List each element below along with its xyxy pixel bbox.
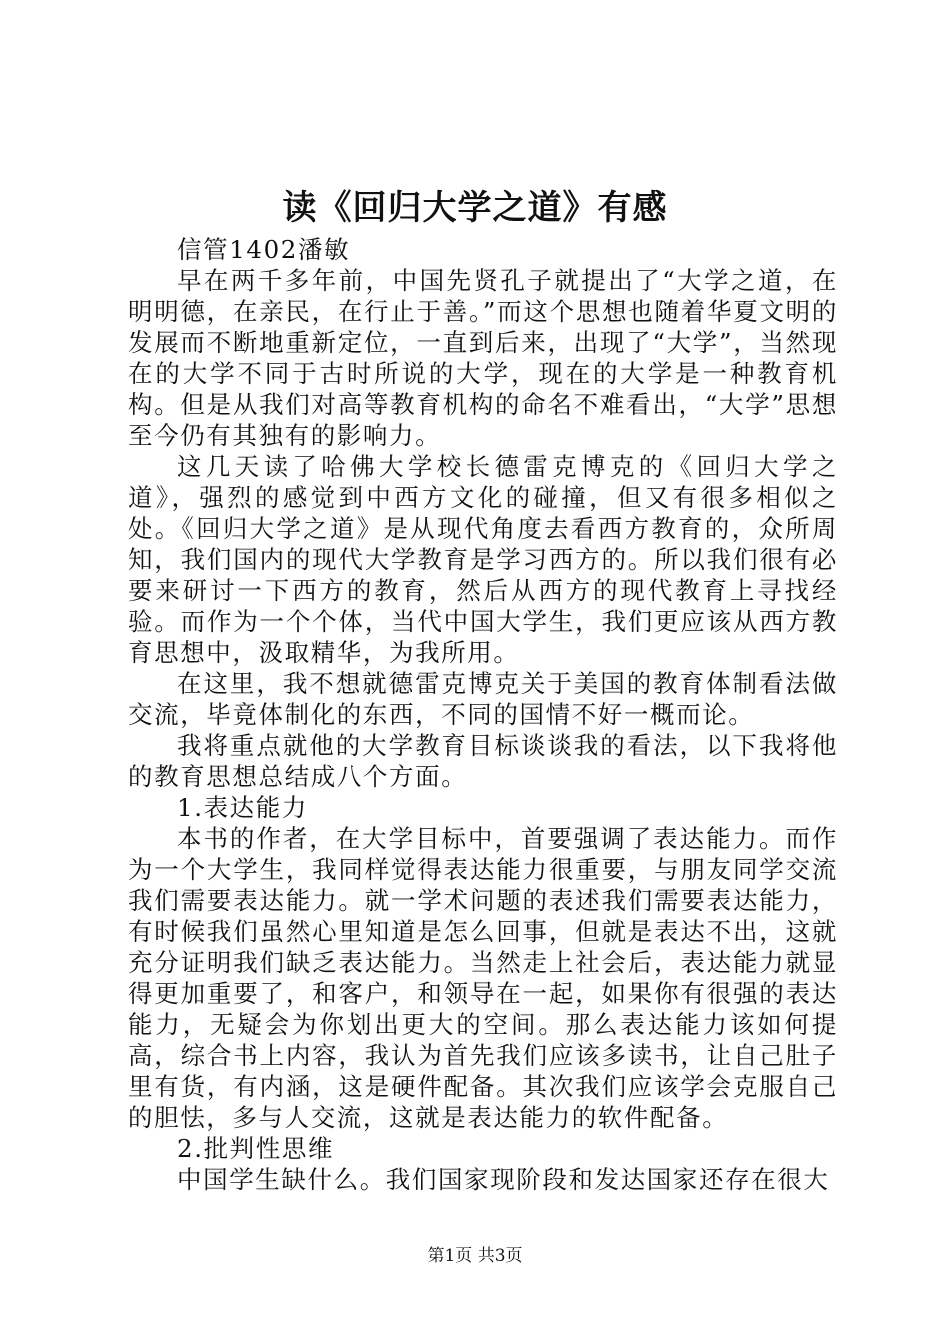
section-heading-expression: 1.表达能力: [177, 793, 308, 822]
document-body: [128, 234, 838, 1195]
paragraph-book: 这几天读了哈佛大学校长德雷克博克的《回归大学之道》，强烈的感觉到中西方文化的碰撞，但又有很多相似之处。《回归大学之道》是从现代角度去看西方教育的，众所周知，我们国内的现代大学教育是学习西方的。所以我们很有必要来研讨一下西方的教育，然后从西方的现代教育上寻找经验。而作为一个个体，当代中国大学生，我们更应该从西方教育思想中，汲取精华，为我所用。: [128, 452, 838, 667]
document-title: 读《回归大学之道》有感: [282, 188, 668, 228]
paragraph-critical-thinking: 中国学生缺什么。我们国家现阶段和发达国家还存在很大: [177, 1165, 830, 1194]
author-byline: 信管1402潘敏: [177, 235, 351, 264]
section-heading-critical-thinking: 2.批判性思维: [177, 1134, 335, 1163]
page-footer: 第1页 共3页: [427, 1246, 523, 1266]
paragraph-overview: 我将重点就他的大学教育目标谈谈我的看法，以下我将他的教育思想总结成八个方面。: [128, 731, 838, 791]
paragraph-intro: 早在两千多年前，中国先贤孔子就提出了“大学之道，在明明德，在亲民，在行止于善。”而这个思想也随着华夏文明的发展而不断地重新定位，一直到后来，出现了“大学”，当然现在的大学不同于古时所说的大学，现在的大学是一种教育机构。但是从我们对高等教育机构的命名不难看出，“大学”思想至今仍有其独有的影响力。: [128, 266, 838, 450]
paragraph-expression: 本书的作者，在大学目标中，首要强调了表达能力。而作为一个大学生，我同样觉得表达能力很重要，与朋友同学交流我们需要表达能力。就一学术问题的表述我们需要表达能力，有时候我们虽然心里知道是怎么回事，但就是表达不出，这就充分证明我们缺乏表达能力。当然走上社会后，表达能力就显得更加重要了，和客户，和领导在一起，如果你有很强的表达能力，无疑会为你划出更大的空间。那么表达能力该如何提高，综合书上内容，我认为首先我们应该多读书，让自己肚子里有货，有内涵，这是硬件配备。其次我们应该学会克服自己的胆怯，多与人交流，这就是表达能力的软件配备。: [128, 824, 838, 1132]
paragraph-scope: 在这里，我不想就德雷克博克关于美国的教育体制看法做交流，毕竟体制化的东西，不同的国情不好一概而论。: [128, 669, 838, 729]
